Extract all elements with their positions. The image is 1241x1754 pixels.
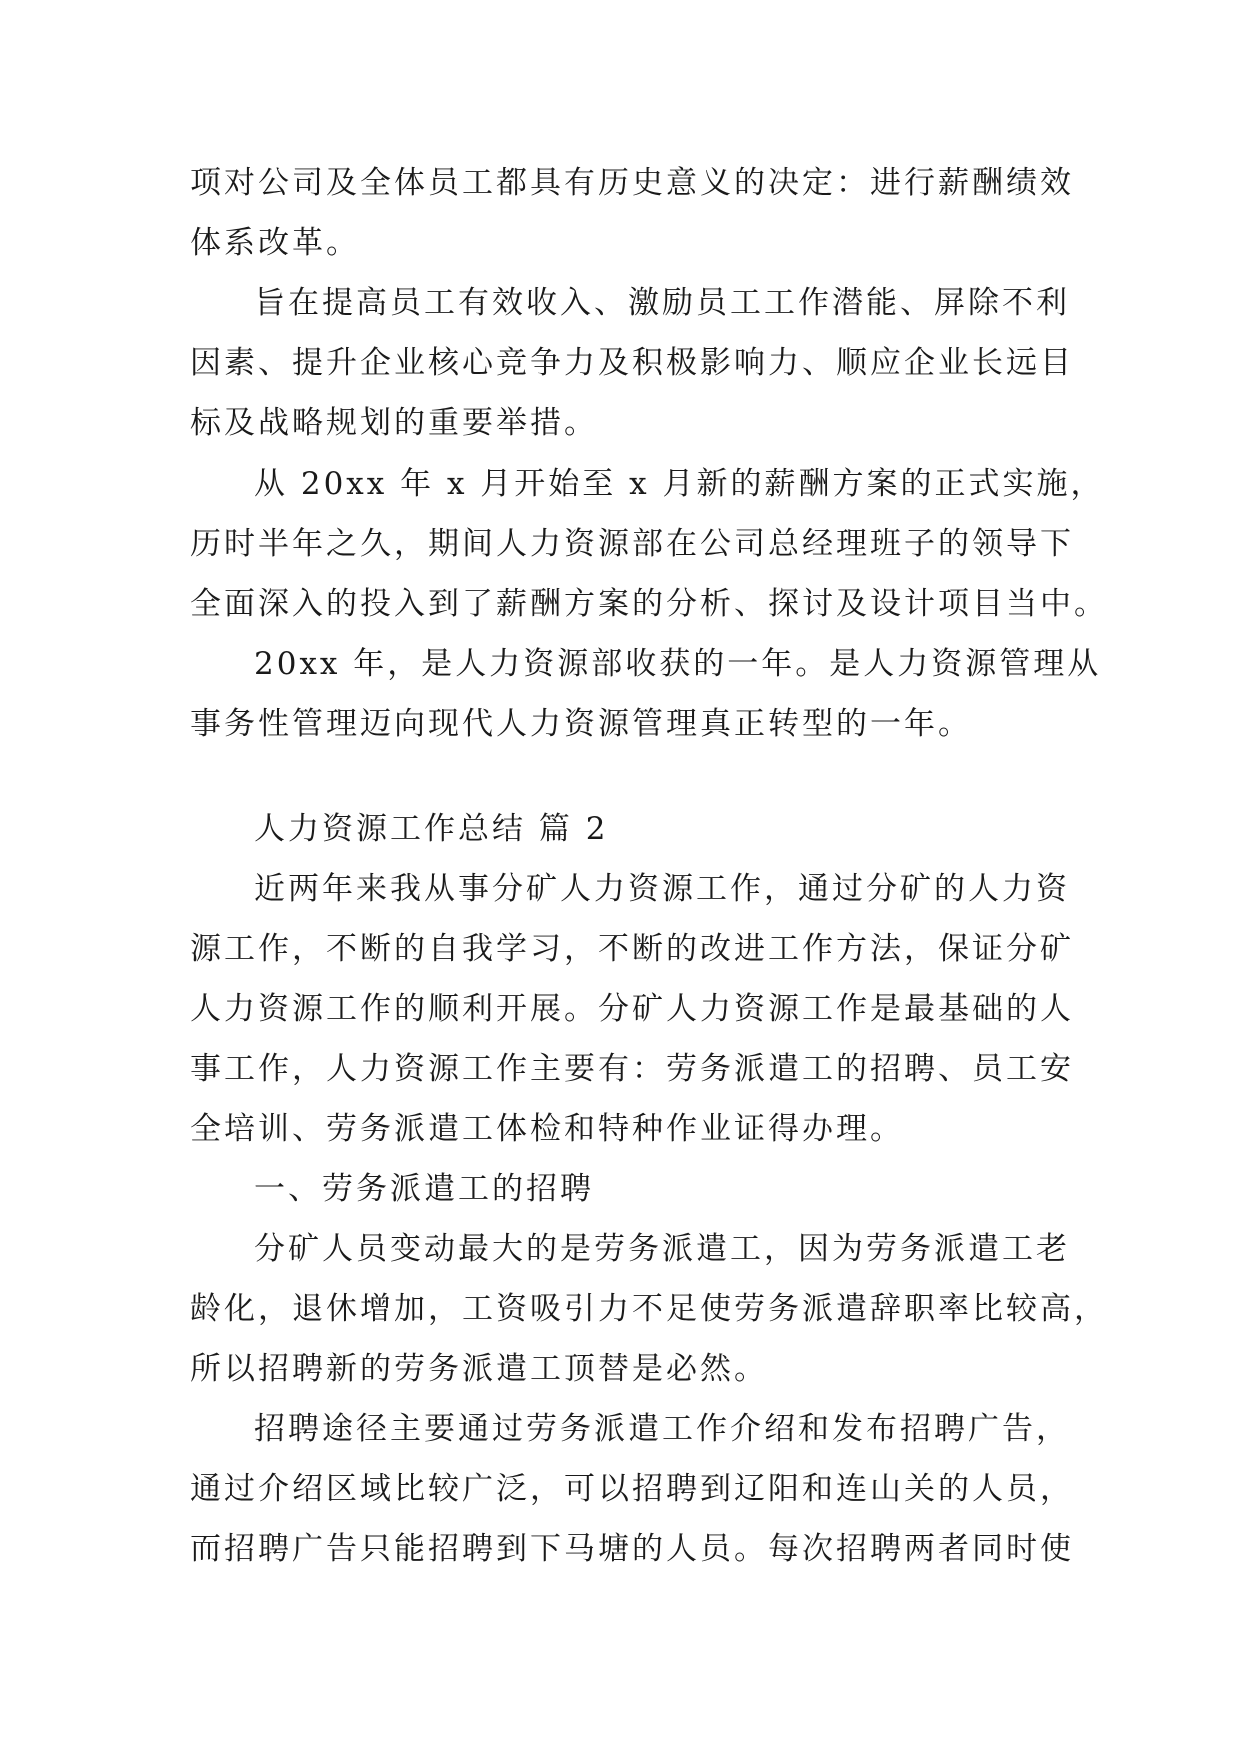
text-line: 标及战略规划的重要举措。 bbox=[190, 405, 598, 441]
text-line: 通过介绍区域比较广泛，可以招聘到辽阳和连山关的人员， bbox=[190, 1471, 1074, 1507]
text-line: 全面深入的投入到了薪酬方案的分析、探讨及设计项目当中。 bbox=[190, 586, 1108, 622]
subsection-heading: 一、劳务派遣工的招聘 bbox=[254, 1171, 594, 1207]
text-line: 所以招聘新的劳务派遣工顶替是必然。 bbox=[190, 1351, 768, 1387]
text-line: 而招聘广告只能招聘到下马塘的人员。每次招聘两者同时使 bbox=[190, 1531, 1074, 1567]
text-line: 招聘途径主要通过劳务派遣工作介绍和发布招聘广告， bbox=[254, 1411, 1070, 1447]
text-line: 人力资源工作的顺利开展。分矿人力资源工作是最基础的人 bbox=[190, 991, 1074, 1027]
text-line: 旨在提高员工有效收入、激励员工工作潜能、屏除不利 bbox=[254, 285, 1070, 321]
text-line: 事务性管理迈向现代人力资源管理真正转型的一年。 bbox=[190, 706, 972, 742]
text-line: 体系改革。 bbox=[190, 225, 360, 261]
text-line: 项对公司及全体员工都具有历史意义的决定：进行薪酬绩效 bbox=[190, 165, 1074, 201]
text-line: 因素、提升企业核心竞争力及积极影响力、顺应企业长远目 bbox=[190, 345, 1074, 381]
text-line: 从 20xx 年 x 月开始至 x 月新的薪酬方案的正式实施， bbox=[254, 466, 1105, 502]
text-line: 分矿人员变动最大的是劳务派遣工，因为劳务派遣工老 bbox=[254, 1231, 1070, 1267]
section-heading: 人力资源工作总结 篇 2 bbox=[254, 811, 609, 847]
text-line: 全培训、劳务派遣工体检和特种作业证得办理。 bbox=[190, 1111, 904, 1147]
text-line: 20xx 年，是人力资源部收获的一年。是人力资源管理从 bbox=[254, 646, 1102, 682]
text-line: 历时半年之久，期间人力资源部在公司总经理班子的领导下 bbox=[190, 526, 1074, 562]
text-line: 近两年来我从事分矿人力资源工作，通过分矿的人力资 bbox=[254, 871, 1070, 907]
text-line: 龄化，退休增加，工资吸引力不足使劳务派遣辞职率比较高， bbox=[190, 1291, 1108, 1327]
text-line: 源工作，不断的自我学习，不断的改进工作方法，保证分矿 bbox=[190, 931, 1074, 967]
text-line: 事工作，人力资源工作主要有：劳务派遣工的招聘、员工安 bbox=[190, 1051, 1074, 1087]
